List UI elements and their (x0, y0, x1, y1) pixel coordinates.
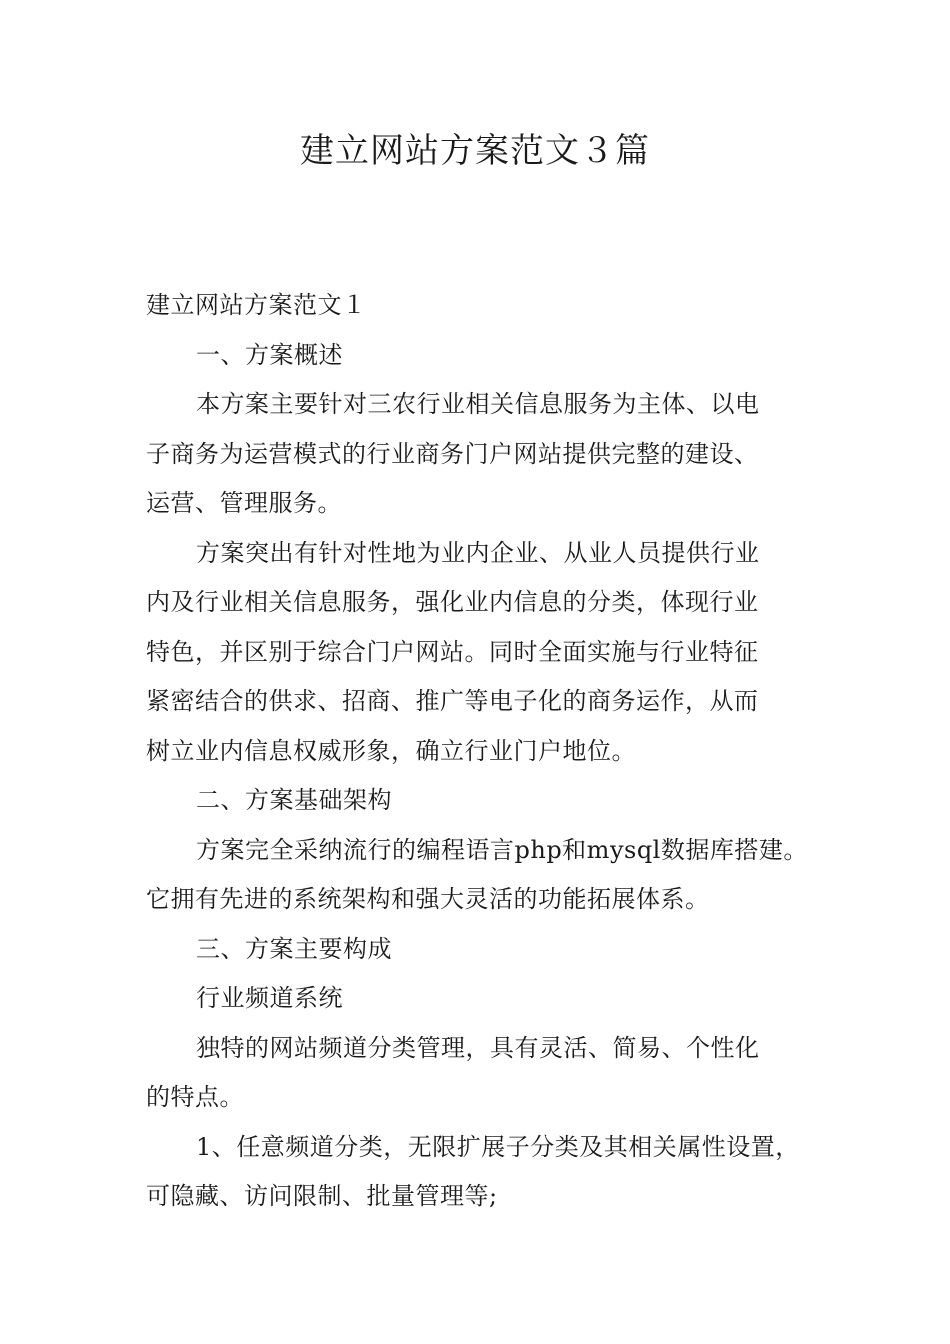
text-line: 它拥有先进的系统架构和强大灵活的功能拓展体系。 (146, 885, 710, 913)
document-body (146, 281, 810, 1222)
document-title: 建立网站方案范文３篇 (300, 131, 650, 171)
text-line: 运营、管理服务。 (146, 489, 342, 517)
text-line: 一、方案概述 (196, 340, 343, 369)
text-line: 本方案主要针对三农行业相关信息服务为主体、以电 (196, 390, 760, 418)
text-line: 树立业内信息权威形象，确立行业门户地位。 (146, 736, 636, 765)
text-line: 独特的网站频道分类管理，具有灵活、简易、个性化 (196, 1033, 760, 1062)
text-line: 1、任意频道分类，无限扩展子分类及其相关属性设置， (196, 1132, 800, 1161)
text-line: 内及行业相关信息服务，强化业内信息的分类，体现行业 (146, 588, 759, 616)
text-line: 子商务为运营模式的行业商务门户网站提供完整的建设、 (146, 439, 759, 468)
text-line: 建立网站方案范文１ (146, 291, 367, 319)
text-line: 的特点。 (146, 1083, 244, 1111)
text-line: 可隐藏、访问限制、批量管理等; (146, 1182, 498, 1210)
text-line: 紧密结合的供求、招商、推广等电子化的商务运作，从而 (146, 687, 759, 715)
text-line: 三、方案主要构成 (196, 934, 392, 963)
text-line: 特色，并区别于综合门户网站。同时全面实施与行业特征 (146, 637, 759, 666)
text-line: 行业频道系统 (196, 984, 343, 1012)
text-line: 二、方案基础架构 (196, 786, 392, 814)
text-line: 方案完全采纳流行的编程语言php和mysql数据库搭建。 (196, 835, 808, 864)
text-line: 方案突出有针对性地为业内企业、从业人员提供行业 (196, 538, 760, 567)
